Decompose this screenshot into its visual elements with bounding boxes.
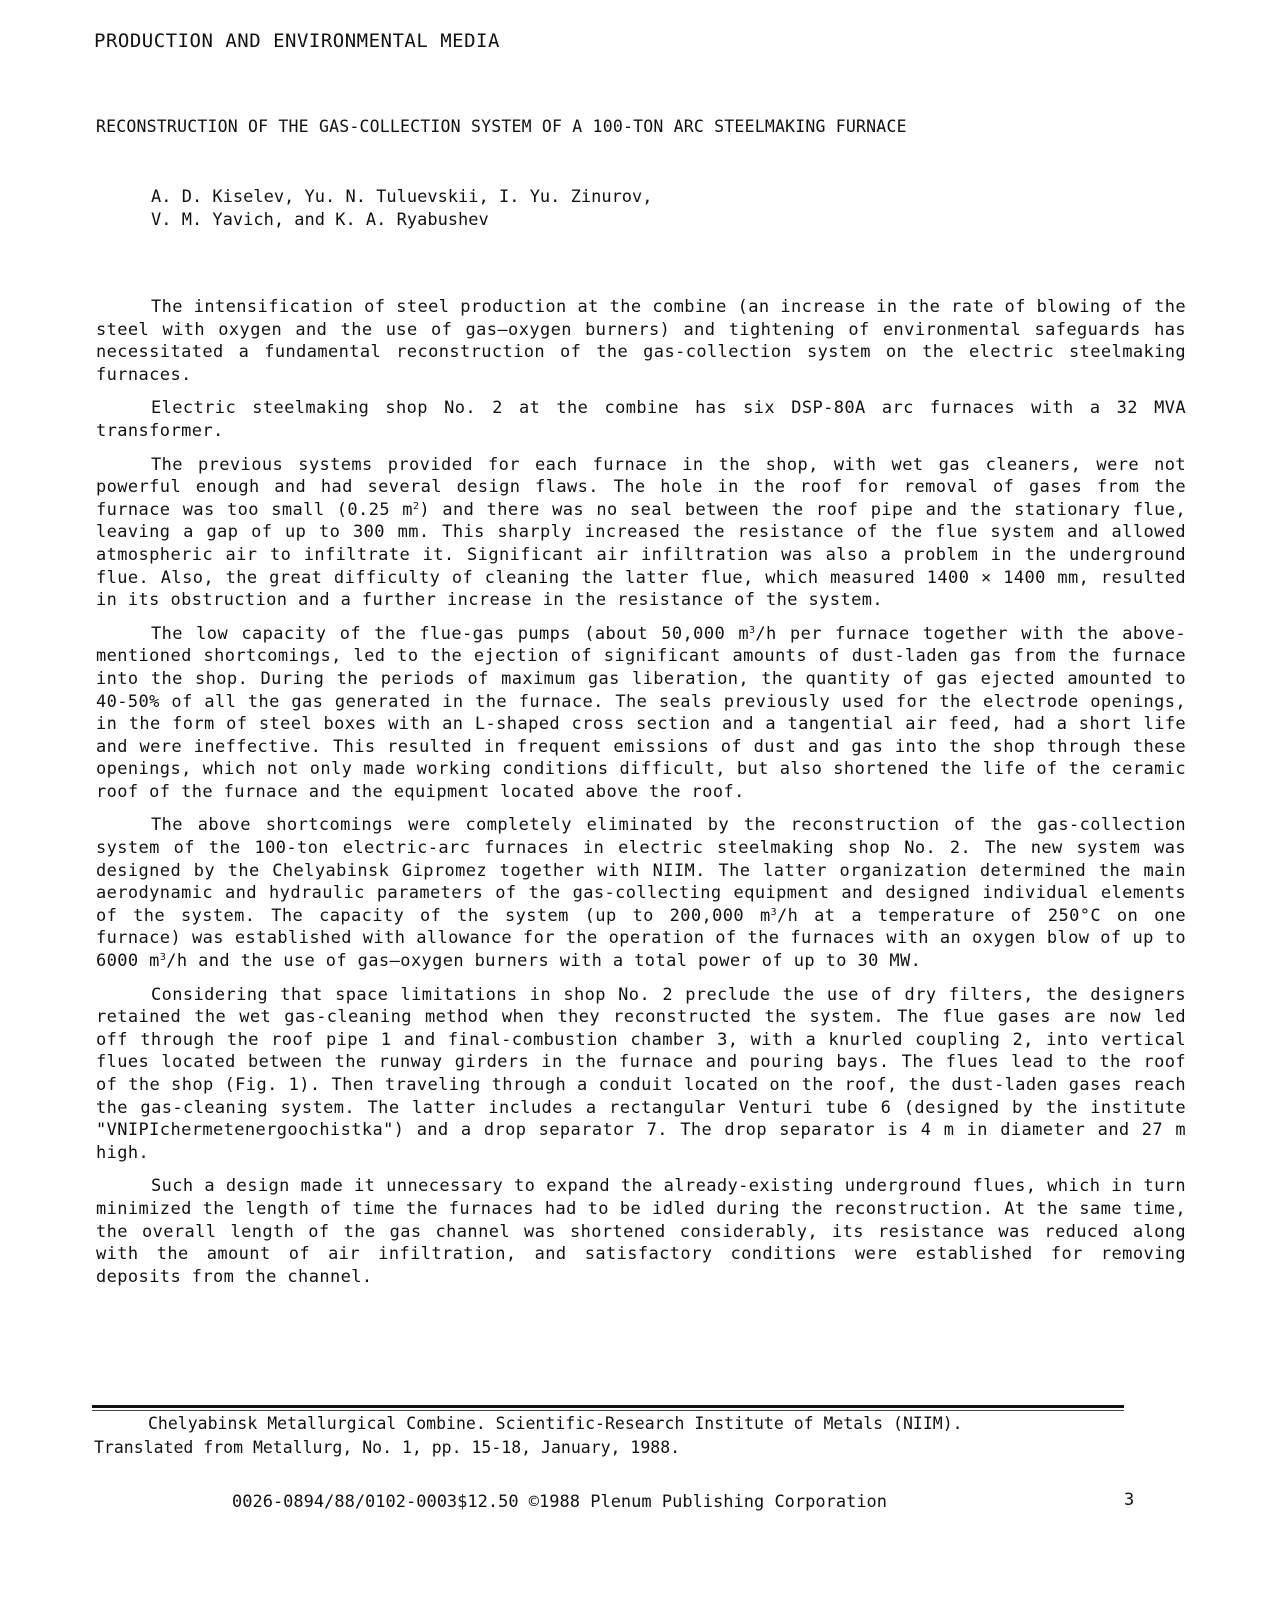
authors-line-2: V. M. Yavich, and K. A. Ryabushev — [151, 210, 489, 230]
superscript: 3 — [159, 952, 167, 964]
article-title: RECONSTRUCTION OF THE GAS-COLLECTION SYSTEM OF A 100-TON ARC STEELMAKING FURNACE — [96, 117, 907, 136]
paragraph-text: The low capacity of the flue-gas pumps (about 50,000 m — [151, 623, 749, 644]
footnote-translation: Translated from Metallurg, No. 1, pp. 15-18, January, 1988. — [94, 1438, 681, 1457]
paragraph-space-limitations — [96, 984, 1186, 1165]
paragraph-text: ) and there was no seal between the roof pipe and the stationary flue, leaving a gap of up to 300 mm. This sharply increased the resistance of the flue system and allowed atmospheric air to infiltrate it. Significant air infiltration was also a problem in the underground flue. Also, the great difficulty of cleaning the latter flue, which measured 1400 × 1400 mm, resulted in its obstruction and a further increase in the resistance of the system. — [96, 499, 1186, 611]
footnote-affiliation: Chelyabinsk Metallurgical Combine. Scientific-Research Institute of Metals (NIIM). — [148, 1414, 963, 1433]
superscript: 2 — [412, 500, 420, 512]
paragraph-text: Considering that space limitations in shop No. 2 preclude the use of dry filters, the designers retained the wet gas-cleaning method when they reconstructed the system. The flue gases are now led off through the roof pipe 1 and final-combustion chamber 3, with a knurled coupling 2, into vertical flues located between the runway girders in the furnace and pouring bays. The flues lead to the roof of the shop (Fig. 1). Then traveling through a conduit located on the roof, the dust-laden gases reach the gas-cleaning system. The latter includes a rectangular Venturi tube 6 (designed by the institute "VNIPIchermetenergoochistka") and a drop separator 7. The drop separator is 4 m in diameter and 27 m high. — [96, 984, 1186, 1163]
paragraph-low-capacity — [96, 623, 1186, 804]
paragraph-text: The intensification of steel production at the combine (an increase in the rate of blowing of the steel with oxygen and the use of gas—oxygen burners) and tightening of environmental safeguards has necessitated a fundamental reconstruction of the gas-collection system on the electric steelmaking furnaces. — [96, 297, 1186, 385]
article-body — [96, 296, 1186, 1299]
paragraph-text: /h at a temperature of 250°C on one furnace) was established with allowance for the operation of the furnaces with an oxygen blow of up to 6000 m — [96, 905, 1186, 972]
paragraph-text: Such a design made it unnecessary to expand the already-existing underground flues, which in turn minimized the length of time the furnaces had to be idled during the reconstruction. At the same time, the overall length of the gas channel was shortened considerably, its resistance was reduced along with the amount of air infiltration, and satisfactory conditions were established for removing deposits from the channel. — [96, 1176, 1186, 1287]
superscript: 3 — [749, 624, 756, 636]
author-list — [151, 186, 653, 232]
paragraph-design-outcome — [96, 1175, 1186, 1288]
paragraph-text: /h and the use of gas—oxygen burners with a total power of up to 30 MW. — [166, 951, 922, 972]
paragraph-shortcomings-eliminated — [96, 814, 1186, 972]
footnote-divider-thin — [92, 1410, 1124, 1411]
section-header: PRODUCTION AND ENVIRONMENTAL MEDIA — [94, 30, 500, 52]
footnote-divider — [92, 1405, 1124, 1408]
authors-line-1: A. D. Kiselev, Yu. N. Tuluevskii, I. Yu. Zinurov, — [151, 187, 653, 207]
paragraph-text: The above shortcomings were completely eliminated by the reconstruction of the gas-collection system of the 100-ton electric-arc furnaces in electric steelmaking shop No. 2. The new system was designed by the Chelyabinsk Gipromez together with NIIM. The latter organization determined the main aerodynamic and hydraulic parameters of the gas-collecting equipment and designed individual elements of the system. The capacity of the system (up to 200,000 m — [96, 815, 1186, 926]
paragraph-previous-systems — [96, 454, 1186, 612]
paragraph-text: /h per furnace together with the above-mentioned shortcomings, led to the ejection of significant amounts of dust-laden gas from the furnace into the shop. During the periods of maximum gas liberation, the quantity of gas ejected amounted to 40-50% of all the gas generated in the furnace. The seals previously used for the electrode openings, in the form of steel boxes with an L-shaped cross section and a tangential air feed, had a short life and were ineffective. This resulted in frequent emissions of dust and gas into the shop through these openings, which not only made working conditions difficult, but also shortened the life of the ceramic roof of the furnace and the equipment located above the roof. — [96, 623, 1186, 802]
paragraph-shop-no-2 — [96, 397, 1186, 442]
copyright-code: 0026-0894/88/0102-0003$12.50 ©1988 Plenum Publishing Corporation — [232, 1492, 888, 1512]
paragraph-intensification — [96, 296, 1186, 386]
page-number: 3 — [1124, 1490, 1135, 1510]
paragraph-text: Electric steelmaking shop No. 2 at the combine has six DSP-80A arc furnaces with a 32 MVA transformer. — [96, 398, 1186, 441]
paragraph-text: The previous systems provided for each furnace in the shop, with wet gas cleaners, were not powerful enough and had several design flaws. The hole in the roof for removal of gases from the furnace was too small (0.25 m — [96, 454, 1186, 520]
footnote — [94, 1412, 1194, 1460]
superscript: 3 — [770, 906, 778, 918]
